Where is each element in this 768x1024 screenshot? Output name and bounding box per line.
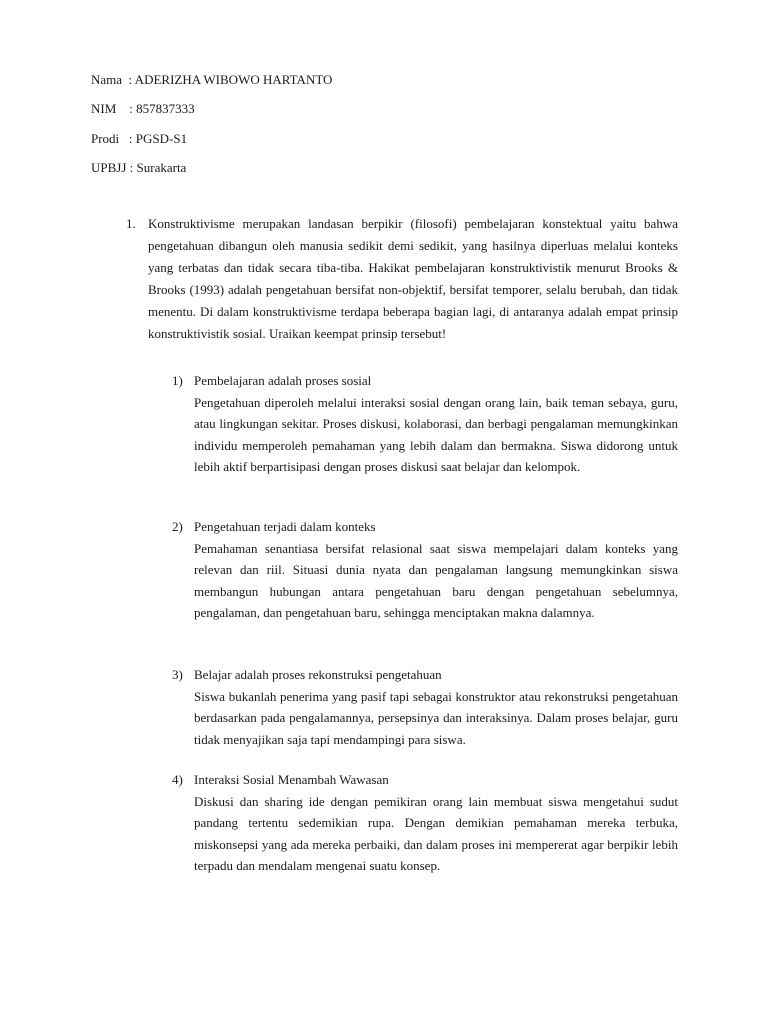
- principle-body: Pemahaman senantiasa bersifat relasional saat siswa mempelajari dalam konteks yang relevan dan riil. Situasi dunia nyata dan pengalaman langsung memungkinkan siswa membangun hubungan antara pengetahuan baru dengan pengetahuan sebelumnya, pengalaman, dan pengetahuan baru, sehingga menciptakan makna dalamnya.: [194, 540, 678, 620]
- principle-3: [172, 664, 678, 750]
- principle-title: Interaksi Sosial Menambah Wawasan: [194, 772, 389, 787]
- principle-2: [172, 516, 678, 624]
- principle-body: Siswa bukanlah penerima yang pasif tapi sebagai konstruktor atau rekonstruksi pengetahuan berdasarkan pada pengalamannya, persepsinya dan interaksinya. Dalam proses belajar, guru tidak menyajikan saja tapi mendampingi para siswa.: [194, 688, 678, 747]
- principle-number: 4): [172, 772, 183, 787]
- identity-upbjj: UPBJJ : Surakarta: [91, 159, 187, 175]
- principle-body: Pengetahuan diperoleh melalui interaksi sosial dengan orang lain, baik teman sebaya, guru, atau lingkungan sekitar. Proses diskusi, kolaborasi, dan berbagi pengalaman memungkinkan individu memperoleh pemahaman yang lebih dalam dan bermakna. Siswa didorong untuk lebih aktif berpartisipasi dengan proses diskusi saat belajar dan kelompok.: [194, 394, 678, 474]
- identity-nim: NIM : 857837333: [91, 101, 195, 117]
- principle-number: 3): [172, 667, 183, 682]
- principle-body: Diskusi dan sharing ide dengan pemikiran orang lain membuat siswa mengetahui sudut pandang tertentu sedemikian rupa. Dengan demikian pemahaman mereka terbuka, miskonsepsi yang ada mereka perbaiki, dan dalam proses ini mempererat agar berpikir lebih terpadu dan mendalam mengenai suatu konsep.: [194, 793, 678, 873]
- question-text: Konstruktivisme merupakan landasan berpikir (filosofi) pembelajaran konstektual yaitu bahwa pengetahuan dibangun oleh manusia sedikit demi sedikit, yang hasilnya diperluas melalui konteks yang terbatas dan tidak secara tiba-tiba. Hakikat pembelajaran konstruktivistik menurut Brooks & Brooks (1993) adalah pengetahuan bersifat non-objektif, bersifat temporer, selalu berubah, dan tidak menentu. Di dalam konstruktivisme terdapa beberapa bagian lagi, di antaranya adalah empat prinsip konstruktivistik sosial. Uraikan keempat prinsip tersebut!: [148, 216, 678, 341]
- question-1: [126, 213, 678, 345]
- identity-prodi: Prodi : PGSD-S1: [91, 130, 188, 146]
- principle-number: 1): [172, 373, 183, 388]
- principle-title: Pengetahuan terjadi dalam konteks: [194, 519, 376, 534]
- principle-4: [172, 769, 678, 877]
- principle-title: Pembelajaran adalah proses sosial: [194, 373, 372, 388]
- principle-number: 2): [172, 519, 183, 534]
- question-number: 1.: [126, 216, 136, 231]
- student-identity: [91, 70, 491, 187]
- principle-1: [172, 370, 678, 478]
- principle-title: Belajar adalah proses rekonstruksi pengetahuan: [194, 667, 442, 682]
- identity-nama: Nama : ADERIZHA WIBOWO HARTANTO: [91, 72, 333, 87]
